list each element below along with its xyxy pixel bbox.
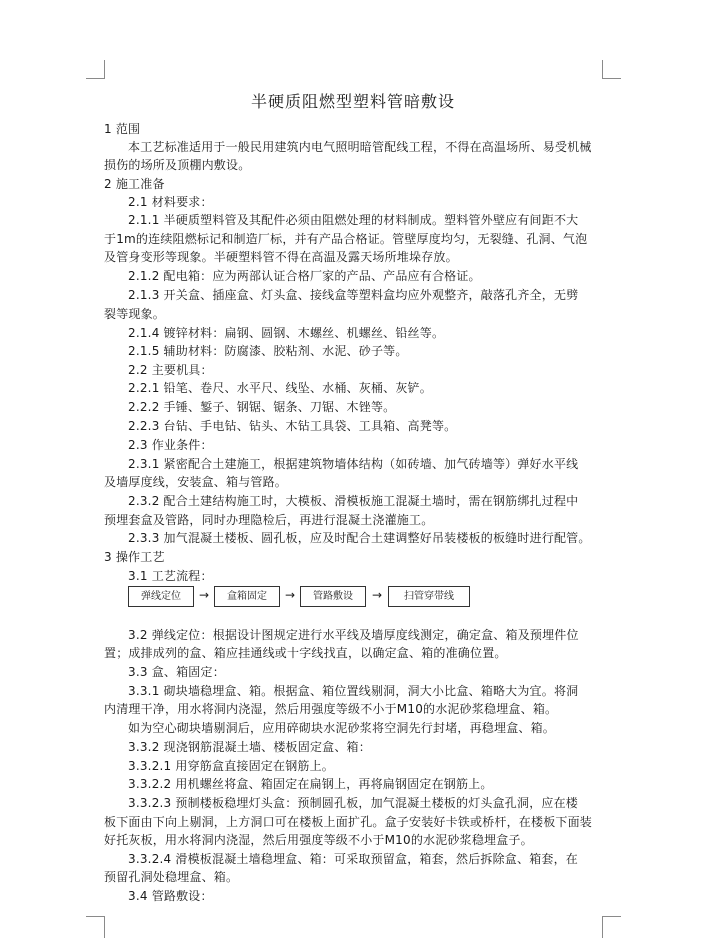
section-heading: 1 范围 <box>104 122 141 136</box>
subsection-heading: 2.3 作业条件： <box>128 438 213 452</box>
crop-mark-bottom-right <box>602 916 621 938</box>
document-title: 半硬质阻燃型塑料管暗敷设 <box>250 92 455 111</box>
paragraph-line: 3.2 弹线定位：根据设计图规定进行水平线及墙厚度线测定，确定盒、箱及预埋件位 <box>128 628 579 642</box>
paragraph-line: 损伤的场所及顶棚内敷设。 <box>104 158 251 172</box>
paragraph-line: 置；成排成列的盒、箱应挂通线或十字线找直，以确定盒、箱的准确位置。 <box>104 646 507 660</box>
paragraph-line: 内清理干净，用水将洞内浇湿，然后用强度等级不小于M10的水泥砂浆稳埋盒、箱。 <box>104 702 558 716</box>
paragraph-line: 本工艺标准适用于一般民用建筑内电气照明暗管配线工程，不得在高温场所、易受机械 <box>128 140 592 154</box>
crop-mark-bottom-left <box>86 916 105 938</box>
paragraph-line: 3.3.2.3 预制楼板稳埋灯头盒：预制圆孔板，加气混凝土楼板的灯头盒孔洞，应在楼 <box>128 796 578 810</box>
paragraph-line: 2.2.2 手锤、錾子、钢锯、锯条、刀锯、木锉等。 <box>128 400 396 414</box>
section-heading: 2 施工准备 <box>104 177 165 191</box>
paragraph-line: 3.3.2.2 用机螺丝将盒、箱固定在扁钢上，再将扁钢固定在钢筋上。 <box>128 777 493 791</box>
section-heading: 3 操作工艺 <box>104 550 165 564</box>
paragraph-line: 2.1.1 半硬质塑料管及其配件必须由阻燃处理的材料制成。塑料管外壁应有间距不大 <box>128 213 579 227</box>
paragraph-line: 板下面由下向上剔洞，上方洞口可在楼板上面扩孔。盒子安装好卡铁或桥杆，在楼板下面装 <box>104 815 593 829</box>
paragraph-line: 好托灰板，用水将洞内浇湿，然后用强度等级不小于M10的水泥砂浆稳埋盒子。 <box>104 833 533 847</box>
paragraph-line: 2.3.1 紧密配合土建施工，根据建筑物墙体结构（如砖墙、加气砖墙等）弹好水平线 <box>128 457 579 471</box>
flow-step-box: 盒箱固定 <box>214 586 280 607</box>
paragraph-line: 2.1.4 镀锌材料：扁钢、圆钢、木螺丝、机螺丝、铅丝等。 <box>128 326 445 340</box>
paragraph-line: 2.2.3 台钻、手电钻、钻头、木钻工具袋、工具箱、高凳等。 <box>128 419 457 433</box>
flow-step-box: 管路敷设 <box>300 586 366 607</box>
paragraph-line: 预留孔洞处稳埋盒、箱。 <box>104 870 239 884</box>
paragraph-line: 2.3.3 加气混凝土楼板、圆孔板，应及时配合土建调整好吊装楼板的板缝时进行配管。 <box>128 531 591 545</box>
arrow-right-icon: → <box>199 588 210 602</box>
paragraph-line: 裂等现象。 <box>104 307 166 321</box>
paragraph-line: 预埋套盒及管路，同时办理隐检后，再进行混凝土浇灌施工。 <box>104 513 434 527</box>
paragraph-line: 2.1.3 开关盒、插座盒、灯头盒、接线盒等塑料盒均应外观整齐，敲落孔齐全，无劈 <box>128 288 579 302</box>
paragraph-line: 及管身变形等现象。半硬塑料管不得在高温及露天场所堆垛存放。 <box>104 250 458 264</box>
paragraph-line: 2.1.5 辅助材料：防腐漆、胶粘剂、水泥、砂子等。 <box>128 344 408 358</box>
paragraph-line: 于1m的连续阻燃标记和制造厂标，并有产品合格证。管壁厚度均匀，无裂缝、孔洞、气泡 <box>104 232 588 246</box>
subsection-heading: 3.1 工艺流程： <box>128 569 213 583</box>
paragraph-line: 如为空心砌块墙剔洞后，应用碎砌块水泥砂浆将空洞先行封堵，再稳埋盒、箱。 <box>128 721 556 735</box>
crop-mark-top-right <box>602 60 621 79</box>
subsection-heading: 2.2 主要机具： <box>128 363 213 377</box>
arrow-right-icon: → <box>285 588 296 602</box>
flow-step-box: 弹线定位 <box>128 586 194 607</box>
subsection-heading: 3.3 盒、箱固定： <box>128 665 225 679</box>
paragraph-line: 3.3.2.4 滑模板混凝土墙稳埋盒、箱：可采取预留盒，箱套，然后拆除盒、箱套，在 <box>128 852 578 866</box>
paragraph-line: 及墙厚度线，安装盒、箱与管路。 <box>104 475 288 489</box>
subsection-heading: 2.1 材料要求： <box>128 195 213 209</box>
crop-mark-top-left <box>86 60 105 79</box>
paragraph-line: 3.3.2.1 用穿筋盒直接固定在钢筋上。 <box>128 759 334 773</box>
paragraph-line: 3.3.1 砌块墙稳埋盒、箱。根据盒、箱位置线剔洞，洞大小比盒、箱略大为宜。将洞 <box>128 684 579 698</box>
paragraph-line: 3.3.2 现浇钢筋混凝土墙、楼板固定盒、箱： <box>128 740 371 754</box>
paragraph-line: 2.1.2 配电箱：应为两部认证合格厂家的产品、产品应有合格证。 <box>128 269 481 283</box>
paragraph-line: 2.2.1 铅笔、卷尺、水平尺、线坠、水桶、灰桶、灰铲。 <box>128 381 432 395</box>
subsection-heading: 3.4 管路敷设： <box>128 889 213 903</box>
arrow-right-icon: → <box>372 588 383 602</box>
paragraph-line: 2.3.2 配合土建结构施工时，大模板、滑模板施工混凝土墙时，需在钢筋绑扎过程中 <box>128 494 579 508</box>
flow-step-box: 扫管穿带线 <box>388 586 470 607</box>
